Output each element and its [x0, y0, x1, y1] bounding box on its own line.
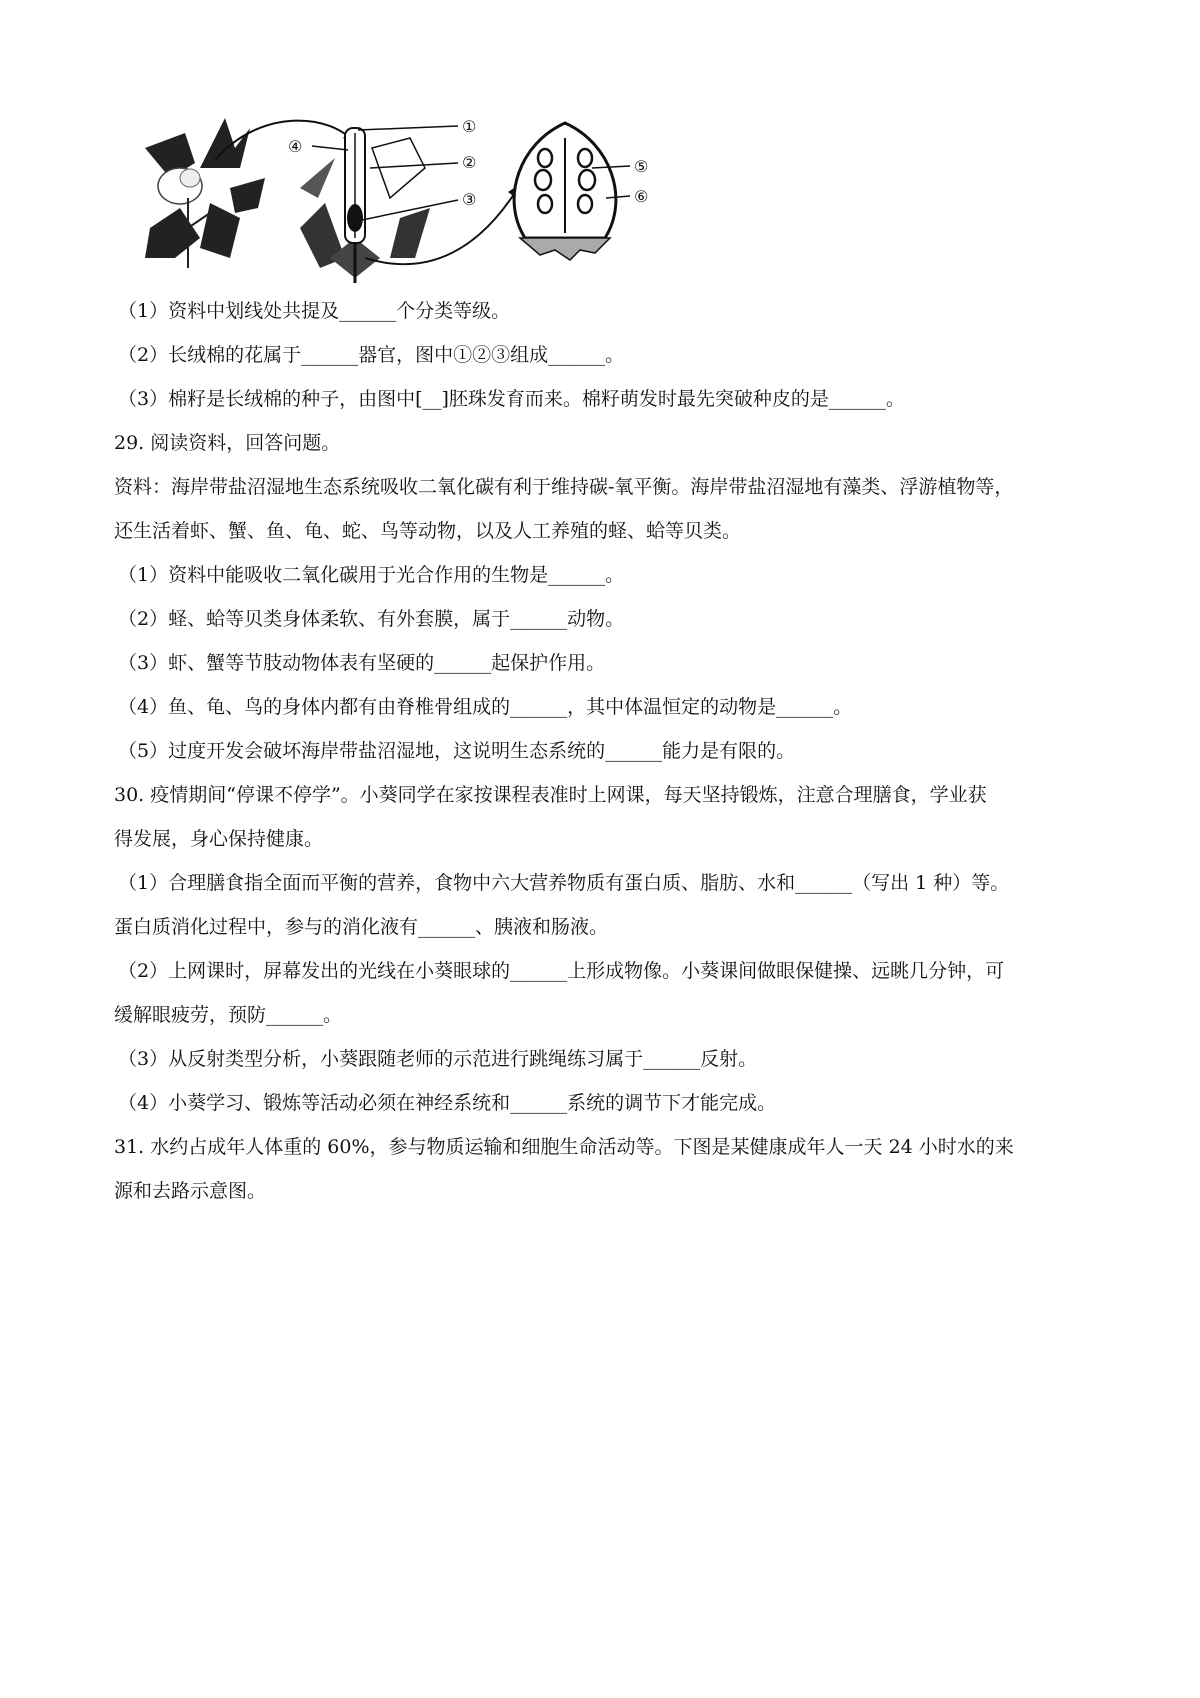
q29-material-line1: 资料：海岸带盐沼湿地生态系统吸收二氧化碳有利于维持碳-氧平衡。海岸带盐沼湿地有藻类、浮游植物等，: [114, 476, 1014, 498]
cotton-flower-figure: [140, 108, 700, 286]
q28-sub3: （3）棉籽是长绒棉的种子，由图中[__]胚珠发育而来。棉籽萌发时最先突破种皮的是______。: [118, 388, 905, 410]
q29-sub2: （2）蛏、蛤等贝类身体柔软、有外套膜，属于______动物。: [118, 608, 625, 630]
q30-sub2-line2: 缓解眼疲劳，预防______。: [114, 1004, 343, 1026]
q30-sub1-line1: （1）合理膳食指全面而平衡的营养，食物中六大营养物质有蛋白质、脂肪、水和______（写出 1 种）等。: [118, 872, 1010, 894]
callout-6: ⑥: [634, 187, 649, 206]
q29-stem: 29. 阅读资料，回答问题。: [114, 432, 341, 454]
q30-stem-line1: 30. 疫情期间“停课不停学”。小葵同学在家按课程表准时上网课，每天坚持锻炼，注意合理膳食，学业获: [114, 784, 987, 806]
q29-sub5: （5）过度开发会破坏海岸带盐沼湿地，这说明生态系统的______能力是有限的。: [118, 740, 796, 762]
q30-stem-line2: 得发展，身心保持健康。: [114, 828, 324, 850]
q29-sub3: （3）虾、蟹等节肢动物体表有坚硬的______起保护作用。: [118, 652, 606, 674]
q31-stem-line1: 31. 水约占成年人体重的 60%，参与物质运输和细胞生命活动等。下图是某健康成年人一天 24 小时水的来: [114, 1136, 1014, 1158]
callout-3: ③: [462, 190, 477, 209]
callout-5: ⑤: [634, 157, 649, 176]
flower-section-illustration: [300, 128, 430, 283]
q28-sub2: （2）长绒棉的花属于______器官，图中①②③组成______。: [118, 344, 625, 366]
q30-sub2-line1: （2）上网课时，屏幕发出的光线在小葵眼球的______上形成物像。小葵课间做眼保健操、远眺几分钟，可: [118, 960, 1005, 982]
q29-sub4: （4）鱼、龟、鸟的身体内都有由脊椎骨组成的______，其中体温恒定的动物是______。: [118, 696, 853, 718]
q28-sub1: （1）资料中划线处共提及______个分类等级。: [118, 300, 511, 322]
q29-sub1: （1）资料中能吸收二氧化碳用于光合作用的生物是______。: [118, 564, 625, 586]
callout-1: ①: [462, 117, 477, 136]
callout-4: ④: [288, 137, 303, 156]
q29-material-line2: 还生活着虾、蟹、鱼、龟、蛇、鸟等动物，以及人工养殖的蛏、蛤等贝类。: [114, 520, 742, 542]
cotton-diagram: [140, 108, 700, 286]
callout-2: ②: [462, 153, 477, 172]
q30-sub1-line2: 蛋白质消化过程中，参与的消化液有______、胰液和肠液。: [114, 916, 609, 938]
q30-sub3: （3）从反射类型分析，小葵跟随老师的示范进行跳绳练习属于______反射。: [118, 1048, 758, 1070]
cotton-branch-illustration: [145, 118, 265, 268]
q31-stem-line2: 源和去路示意图。: [114, 1180, 267, 1202]
ovary-section-illustration: [514, 123, 616, 260]
q30-sub4: （4）小葵学习、锻炼等活动必须在神经系统和______系统的调节下才能完成。: [118, 1092, 777, 1114]
